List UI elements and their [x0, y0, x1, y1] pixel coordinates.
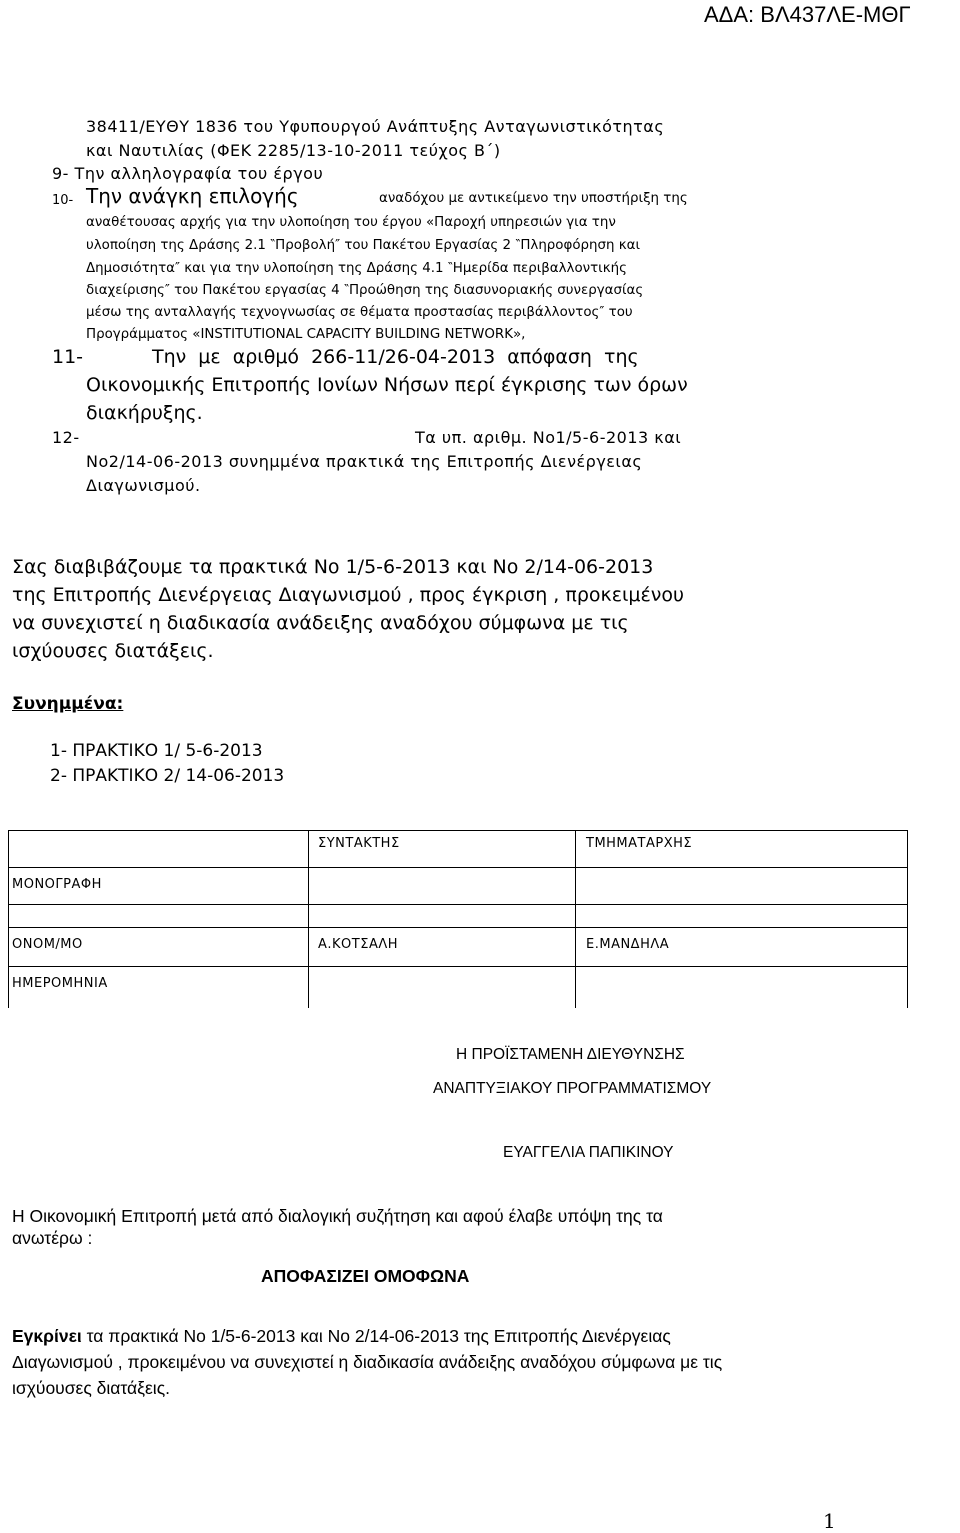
body-line-3: να συνεχιστεί η διαδικασία ανάδειξης αναδόχου σύμφωνα με τις: [12, 612, 629, 634]
approve-rest: τα πρακτικά Νο 1/5-6-2013 και Νο 2/14-06-2013 της Επιτροπής Διενέργειας: [81, 1326, 671, 1346]
body-line-1: Σας διαβιβάζουμε τα πρακτικά Νο 1/5-6-2013 και Νο 2/14-06-2013: [12, 556, 654, 578]
decision-verdict: ΑΠΟΦΑΣΙΖΕΙ ΟΜΟΦΩΝΑ: [261, 1266, 470, 1286]
item-10-lead: Την ανάγκη επιλογής: [86, 184, 299, 208]
signature-title-2: ΑΝΑΠΤΥΞΙΑΚΟΥ ΠΡΟΓΡΑΜΜΑΤΙΣΜΟΥ: [433, 1080, 712, 1097]
item-12-line-2: Νο2/14-06-2013 συνημμένα πρακτικά της Επιτροπής Διενέργειας: [86, 452, 643, 471]
attachments-title: Συνημμένα:: [12, 694, 124, 714]
decision-approve-line-1: [12, 1326, 671, 1347]
decision-approve-line-2: Διαγωνισμού , προκειμένου να συνεχιστεί η διαδικασία ανάδειξης αναδόχου σύμφωνα με τις: [12, 1352, 723, 1372]
table-row-name-label: ΟΝΟΜ/ΜΟ: [12, 937, 83, 952]
table-header-head: ΤΜΗΜΑΤΑΡΧΗΣ: [586, 836, 693, 851]
decision-intro-1: Η Οικονομική Επιτροπή μετά από διαλογική συζήτηση και αφού έλαβε υπόψη της τα: [12, 1206, 663, 1226]
item-10-line-5: διαχείρισης″ του Πακέτου εργασίας 4 ‶Προώθηση της διασυνοριακής συνεργασίας: [86, 283, 644, 298]
item-12-line-1: Τα υπ. αριθμ. Νο1/5-6-2013 και: [415, 428, 682, 447]
item-10-line-4: Δημοσιότητα″ και για την υλοποίηση της Δράσης 4.1 ‶Ημερίδα περιβαλλοντικής: [86, 261, 627, 276]
item-10-line-2: αναθέτουσας αρχής για την υλοποίηση του έργου «Παροχή υπηρεσιών για την: [86, 215, 616, 230]
item-10-line-3: υλοποίηση της Δράσης 2.1 ‶Προβολή″ του Πακέτου Εργασίας 2 ‶Πληροφόρηση και: [86, 238, 640, 253]
page-number: 1: [823, 1509, 836, 1533]
approve-bold: Εγκρίνει: [12, 1326, 82, 1346]
item-11-line-1: Την με αριθμό 266-11/26-04-2013 απόφαση της: [152, 346, 639, 368]
item-10-number: 10-: [52, 193, 74, 208]
item-12-line-3: Διαγωνισμού.: [86, 476, 201, 495]
body-line-2: της Επιτροπής Διενέργειας Διαγωνισμού , προς έγκριση , προκειμένου: [12, 584, 684, 606]
item-10-line-6: μέσω της ανταλλαγής τεχνογνωσίας σε θέματα προστασίας περιβάλλοντος″ του: [86, 305, 633, 320]
signature-name: ΕΥΑΓΓΕΛΙΑ ΠΑΠΙΚΙΝΟΥ: [503, 1144, 674, 1161]
item-10-line-1: αναδόχου με αντικείμενο την υποστήριξη της: [379, 191, 688, 206]
table-header-author: ΣΥΝΤΑΚΤΗΣ: [318, 836, 400, 851]
item-10-line-7: Προγράμματος «INSTITUTIONAL CAPACITY BUILDING NETWORK»,: [86, 327, 526, 342]
item-12-number: 12-: [52, 428, 80, 447]
head-name: Ε.ΜΑΝΔΗΛΑ: [586, 937, 670, 952]
item-11-number: 11-: [52, 346, 84, 368]
item-11-line-2: Οικονομικής Επιτροπής Ιονίων Νήσων περί έγκρισης των όρων: [86, 374, 688, 396]
item-11-line-3: διακήρυξης.: [86, 402, 203, 424]
decision-approve-line-3: ισχύουσες διατάξεις.: [12, 1378, 170, 1398]
attachment-1: 1- ΠΡΑΚΤΙΚΟ 1/ 5-6-2013: [50, 741, 263, 761]
signature-title-1: Η ΠΡΟΪΣΤΑΜΕΝΗ ΔΙΕΥΘΥΝΣΗΣ: [456, 1046, 685, 1063]
author-name: Α.ΚΟΤΣΑΛΗ: [318, 937, 398, 952]
decision-intro-2: ανωτέρω :: [12, 1228, 93, 1248]
table-row-initials-label: ΜΟΝΟΓΡΑΦΗ: [12, 877, 102, 892]
item-9-line-2: και Ναυτιλίας (ΦΕΚ 2285/13-10-2011 τεύχος Β΄): [86, 141, 501, 160]
item-9-line-1: 38411/ΕΥΘΥ 1836 του Υφυπουργού Ανάπτυξης Ανταγωνιστικότητας: [86, 117, 665, 136]
body-line-4: ισχύουσες διατάξεις.: [12, 640, 214, 662]
item-9: 9- Την αλληλογραφία του έργου: [52, 164, 324, 183]
ada-header: ΑΔΑ: ΒΛ437ΛΕ-ΜΘΓ: [704, 2, 911, 27]
attachment-2: 2- ΠΡΑΚΤΙΚΟ 2/ 14-06-2013: [50, 766, 285, 786]
table-row-date-label: ΗΜΕΡΟΜΗΝΙΑ: [12, 976, 108, 991]
